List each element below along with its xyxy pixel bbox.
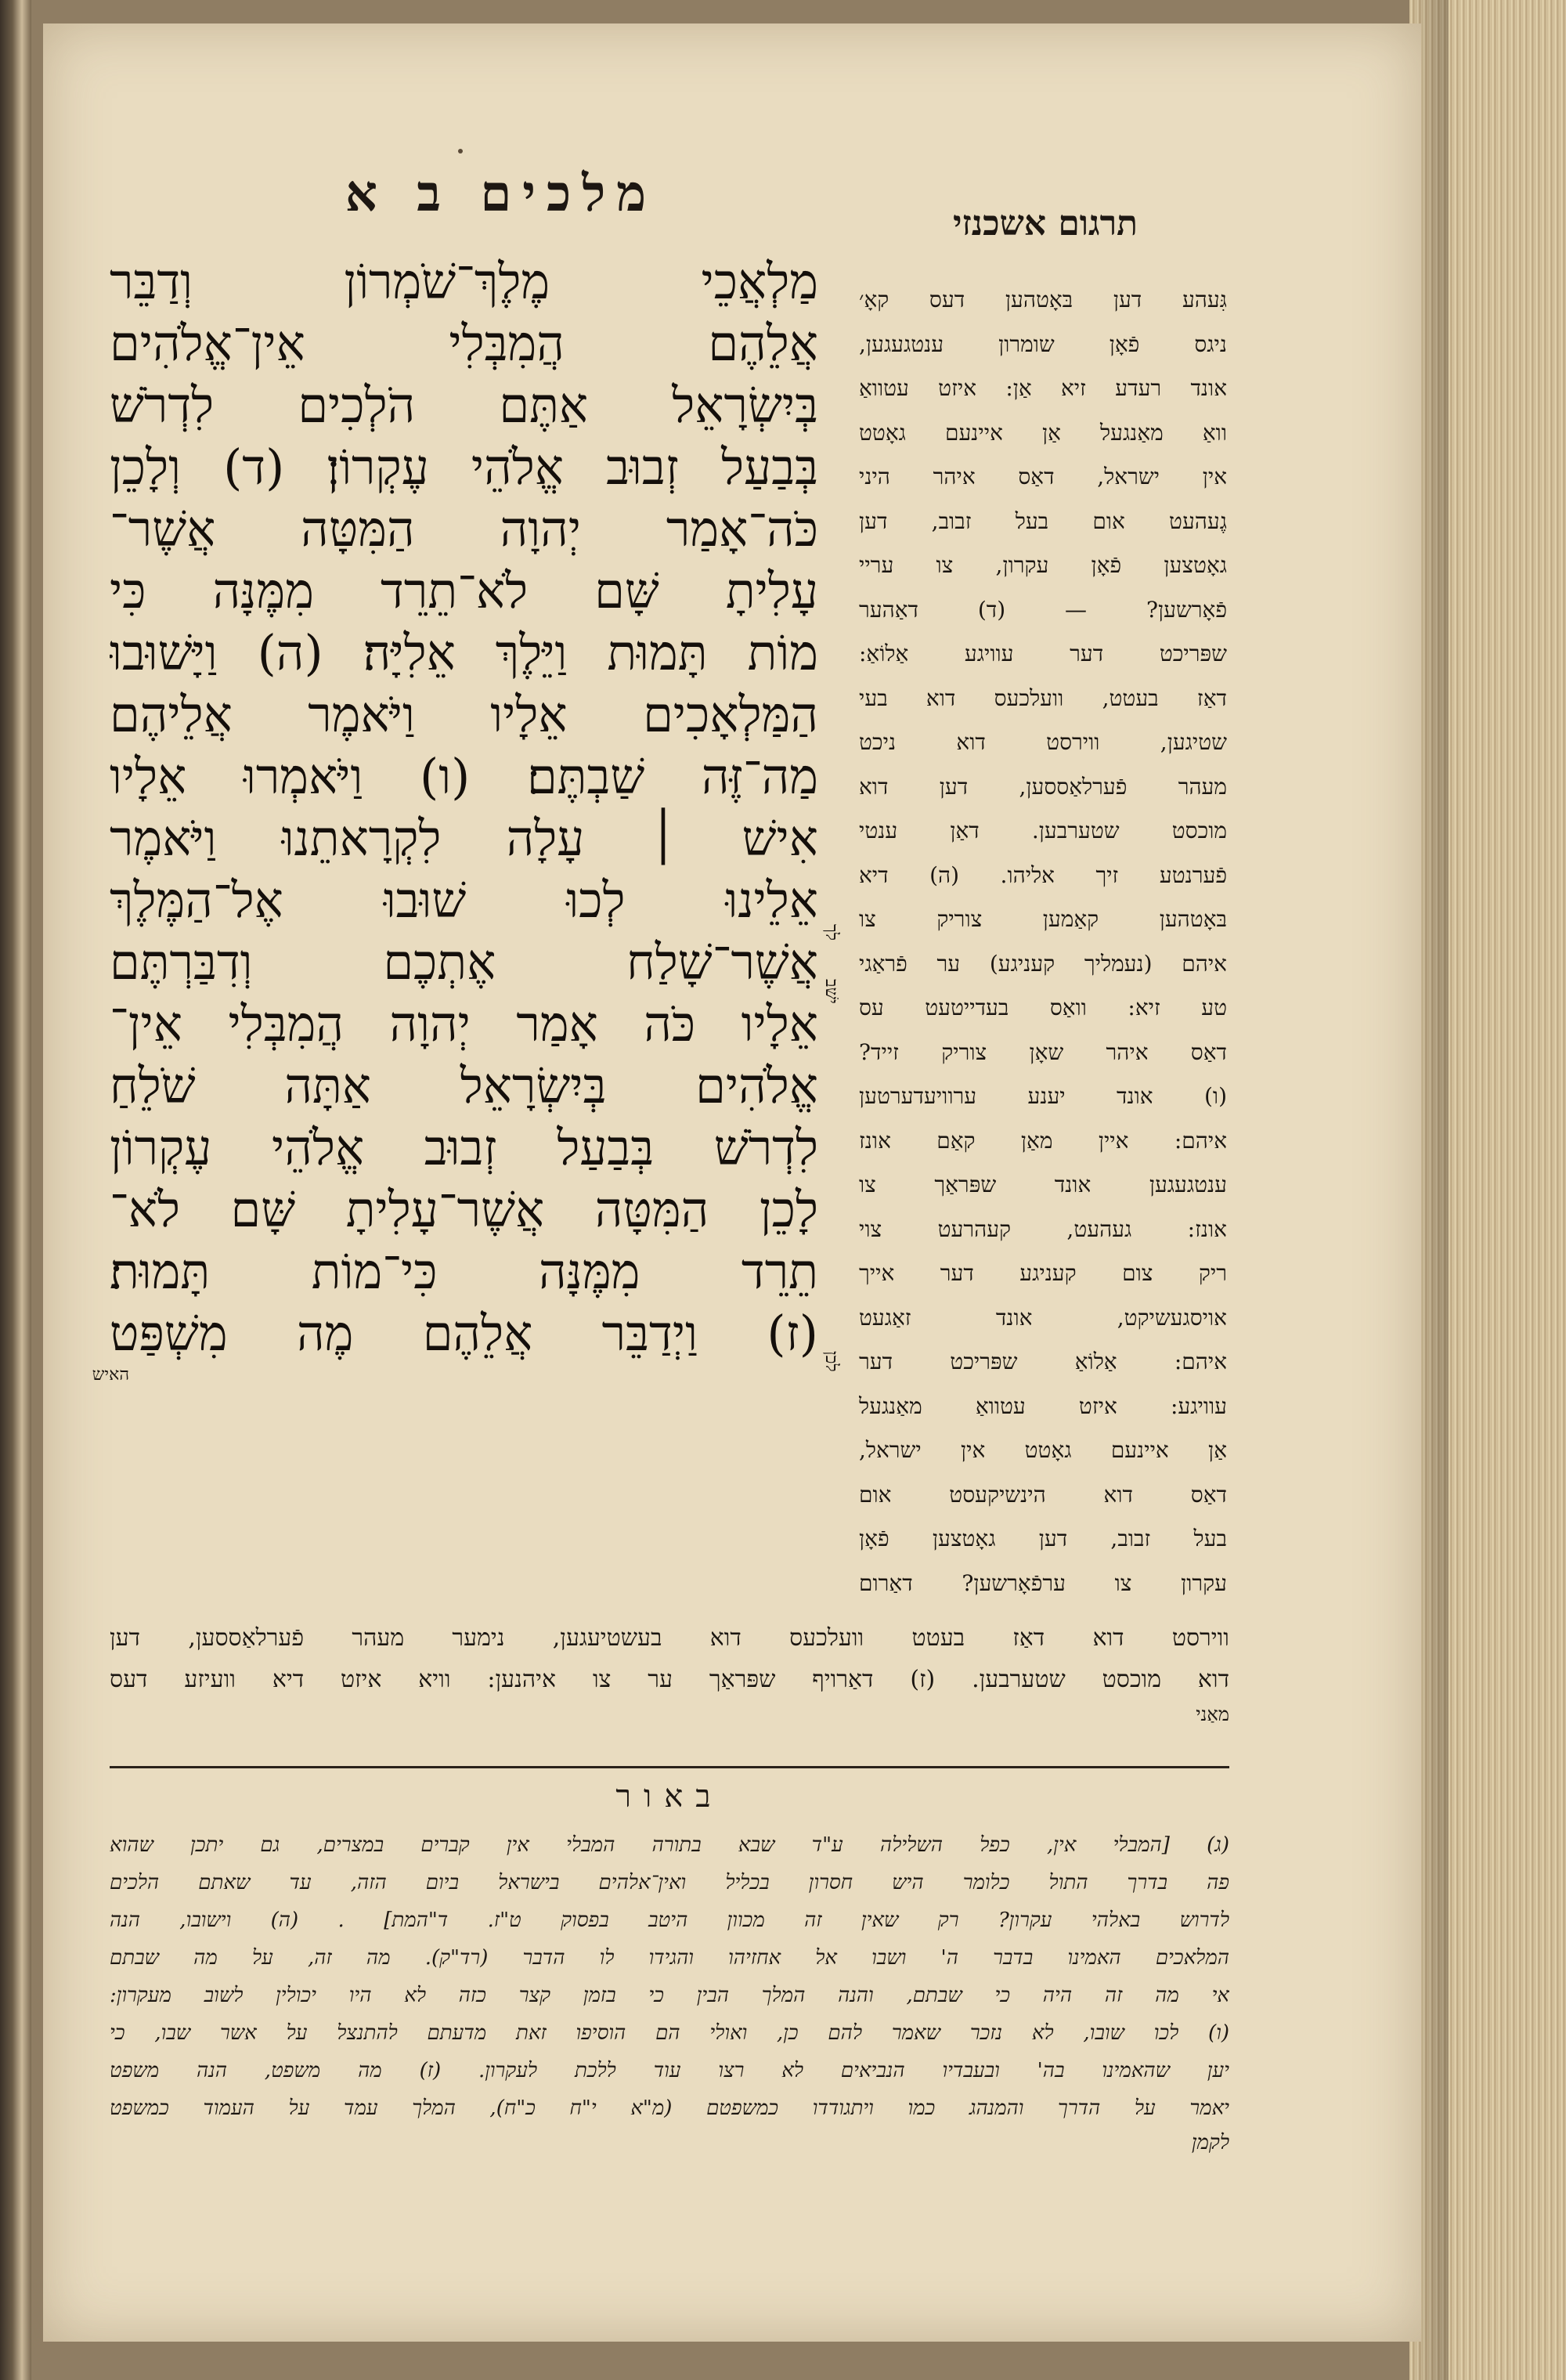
book-binding-edge — [0, 0, 31, 2380]
translation-continuation-line: ווירסט דוא דאַז בעטט וועלכעס דוא בעשטיעגען, נימער מעהר פֿערלאַססען, דען — [110, 1624, 1229, 1652]
hebrew-line: כֹּה־אָמַר יְהוָה הַמִּטָּה אֲשֶׁר־ — [110, 500, 818, 558]
translation-line: שטיגען, ווירסט דוא ניכט — [859, 729, 1227, 755]
translation-line: דאַס איהר שאָן צוריק זייד? — [859, 1038, 1227, 1065]
translation-line: פֿאָרשען? — (ד) דאַהער — [859, 596, 1227, 623]
ink-speck — [458, 149, 463, 153]
translation-line: בעל זבוב, דען גאָטצען פֿאָן — [859, 1526, 1227, 1551]
margin-marker: לך — [821, 924, 841, 941]
commentary-block — [110, 1826, 1229, 2158]
margin-marker: לכן — [821, 1351, 841, 1372]
commentary-line: יאמר על הדרך והמנהג כמו ויתגודדו כמשפטם (מ"א י"ח כ"ח), המלך עמד על העמוד כמשפט — [110, 2096, 1229, 2120]
hebrew-line: מוֹת תָּמוּת וַיֵּלֶךְ אֵלִיָּה׃ (ה) וַיָּשׁוּבוּ — [110, 624, 818, 681]
hebrew-line: מַלְאֲכֵי מֶלֶךְ־שֹׁמְרוֹן וְדַבֵּר — [110, 253, 818, 310]
commentary-end-word: לקמן — [1191, 2131, 1229, 2154]
running-head-targum-title: תרגום אשכנזי — [952, 204, 1138, 244]
translation-line: איהם: אַלוֹאַ שפּריכט דער — [859, 1349, 1227, 1374]
translation-line: אין ישראל, דאַס איהר היני — [859, 464, 1227, 489]
translation-continuation — [110, 1617, 1229, 1728]
translation-line: וואַ מאַנגעל אַן איינעם גאָטט — [859, 419, 1227, 446]
hebrew-line: הַמַּלְאָכִים אֵלָיו וַיֹּאמֶר אֲלֵיהֶם — [110, 686, 818, 743]
hebrew-line: (ז) וַיְדַבֵּר אֲלֵהֶם מֶה מִשְׁפַּט — [110, 1305, 818, 1362]
translation-catchword: מאַני — [1196, 1703, 1229, 1725]
hebrew-catchword: האיש — [92, 1365, 129, 1385]
commentary-line: יען שהאמינו בה' ובעבדיו הנביאים לא רצו עוד ללכת לעקרון. (ז) מה משפט, הנה משפט — [110, 2059, 1229, 2082]
commentary-line: אי מה זה היה כי שבתם, והנה המלך הבין כי בזמן קצר כזה לא היו יכולין לשוב מעקרון: — [110, 1984, 1229, 2007]
hebrew-line: בְּיִשְׂרָאֵל אַתֶּם הֹלְכִים לִדְרֹשׁ — [110, 377, 818, 434]
translation-line: גֶעהעט אום בעל זבוב, דען — [859, 507, 1227, 534]
translation-line: (ו) אונד יענע ערוויעדערטען — [859, 1083, 1227, 1109]
hebrew-line: עָלִיתָ שָּׁם לֹא־תֵרֵד מִמֶּנָּה כִּי — [110, 562, 818, 619]
translation-line: ענטגעגען אונד שפּראַך צו — [859, 1172, 1227, 1197]
translation-line: ניגס פֿאָן שומרון ענטגעגען, — [859, 330, 1227, 357]
section-divider — [110, 1766, 1229, 1768]
commentary-line: המלאכים האמינו בדבר ה' ושבו אל אחזיהו והגידו לו הדבר (רד"ק). מה זה, על מה שבתם — [110, 1946, 1229, 1970]
translation-line: אונד רעדע זיא אַן: איזט עטוואַ — [859, 375, 1227, 401]
translation-line: טע זיא: וואַס בעדייטעט עס — [859, 995, 1227, 1020]
translation-line: מוכסט שטערבען. דאַן ענטי — [859, 818, 1227, 843]
translation-line: פֿערנטע זיך אליהו. (ה) דיא — [859, 861, 1227, 888]
hebrew-line: אֵלֵינוּ לְכוּ שׁוּבוּ אֶל־הַמֶּלֶךְ — [110, 872, 818, 929]
commentary-line: (ו) לכו שובו, לא נזכר שאמר להם כן, ואולי הם הוסיפו זאת מדעתם להתנצל על אשר שבו, כי — [110, 2021, 1229, 2045]
commentary-line: (ג) [המבלי אין, כפל השלילה ע"ד שבא בתורה המבלי אין קברים במצרים, גם יתכן שהוא — [110, 1833, 1229, 1857]
translation-line: עקרון צו ערפֿאָרשען? דאַרום — [859, 1569, 1227, 1596]
hebrew-line: אִישׁ ׀ עָלָה לִקְרָאתֵנוּ וַיֹּאמֶר — [110, 810, 818, 867]
translation-line: גִּעהע דען בּאָטהען דעס קאָ׳ — [859, 287, 1227, 312]
commentary-line: לדרוש באלהי עקרון? רק שאין זה מכוון היטב בפסוק ט"ז. ד"המת] . (ה) וישובו, הנה — [110, 1909, 1229, 1932]
margin-marker: ישׁב — [821, 979, 841, 1004]
hebrew-line: אֲשֶׁר־שָׁלַח אֶתְכֶם וְדִבַּרְתֶּם — [110, 934, 818, 991]
translation-line: אונז: געהעט, קעהרעט צוי — [859, 1215, 1227, 1242]
hebrew-text-column — [92, 251, 818, 1385]
translation-line: איהם: איין מאַן קאַם אונז — [859, 1127, 1227, 1154]
hebrew-line: אֱלֹהִים בְּיִשְׂרָאֵל אַתָּה שֹׁלֵחַ — [110, 1057, 818, 1114]
translation-line: איהם (נעמליך קעניגע) ער פֿראַגי — [859, 950, 1227, 977]
translation-line: ריק צום קעניגע דער אייך — [859, 1260, 1227, 1286]
translation-line: שפּריכט דער עוויגע אַלוֹאַ: — [859, 641, 1227, 666]
running-head-book-title: מלכים ב א — [345, 164, 658, 223]
translation-line: דאַז בעטט, וועלכעס דוא בעי — [859, 684, 1227, 711]
translation-line: עוויגע: איזט עטוואַ מאַנגעל — [859, 1392, 1227, 1419]
translation-continuation-line: דוא מוכסט שטערבען. (ז) דאַרויף שפּראַך ער צו איהנען: וויא איזט דיא וועיזע דעס — [110, 1666, 1229, 1693]
hebrew-line: לָכֵן הַמִּטָּה אֲשֶׁר־עָלִיתָ שָּׁם לֹא־ — [110, 1181, 818, 1238]
translation-line: דאַס דוא הינשיקעסט אום — [859, 1481, 1227, 1508]
hebrew-line: אֵלָיו כֹּה אָמַר יְהוָה הֲמִבְּלִי אֵין־ — [110, 995, 818, 1053]
translation-column — [859, 278, 1227, 1605]
commentary-title: באור — [615, 1779, 723, 1815]
translation-line: מעהר פֿערלאַססען, דען דוא — [859, 773, 1227, 800]
hebrew-line: לִדְרֹשׁ בְּבַעַל זְבוּב אֱלֹהֵי עֶקְרוֹן — [110, 1119, 818, 1176]
book-page — [43, 23, 1421, 2342]
translation-line: אויסגעשיקט, אונד זאַגעט — [859, 1304, 1227, 1331]
hebrew-line: תֵרֵד מִמֶּנָּה כִּי־מוֹת תָּמוּת׃ — [110, 1243, 818, 1300]
hebrew-line: מַה־זֶּה שַׁבְתֶּם׃ (ו) וַיֹּאמְרוּ אֵלָיו — [110, 748, 818, 805]
translation-line: גאָטצען פֿאָן עקרון, צו עריי — [859, 552, 1227, 578]
commentary-line: פה בדרך התול כלומר היש חסרון בכליל ואין־אלהים בישראל ביום הזה, עד שאתם הלכים — [110, 1871, 1229, 1894]
hebrew-line: אֲלֵהֶם הֲמִבְּלִי אֵין־אֱלֹהִים — [110, 315, 818, 372]
hebrew-line: בְּבַעַל זְבוּב אֱלֹהֵי עֶקְרוֹן׃ (ד) וְלָכֵן — [110, 439, 818, 496]
translation-line: בּאָטהען קאַמען צוריק צו — [859, 906, 1227, 932]
translation-line: אַן איינעם גאָטט אין ישראל, — [859, 1437, 1227, 1463]
